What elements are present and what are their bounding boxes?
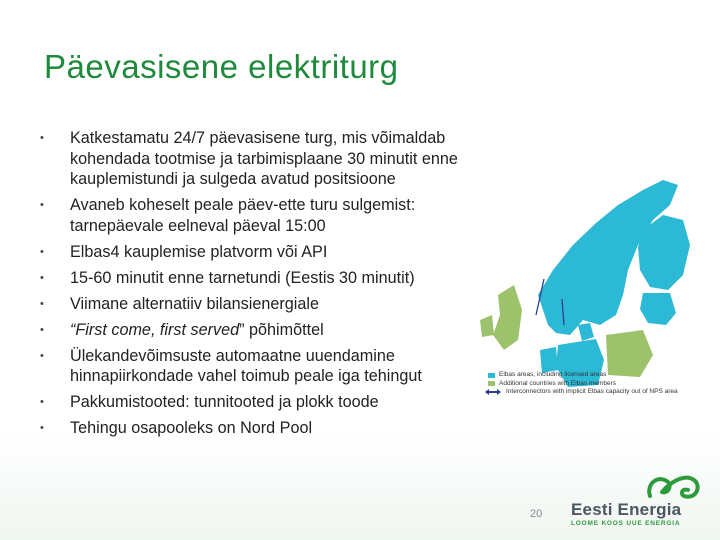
bullet-item: • 15-60 minutit enne tarnetundi (Eestis 30 minutit) — [40, 268, 480, 289]
bullet-item: • Viimane alternatiiv bilansienergiale — [40, 294, 480, 315]
bullet-list — [40, 128, 480, 444]
bullet-item: • Ülekandevõimsuste automaatne uuendamine hinnapiirkondade vahel toimub peale iga tehingut — [40, 346, 480, 387]
logo-swoosh-icon — [649, 478, 697, 497]
legend-item: Elbas areas, including licensed areas — [488, 371, 708, 380]
legend-swatch — [488, 373, 495, 378]
bullet-item: • Katkestamatu 24/7 päevasisene turg, mis võimaldab kohendada tootmise ja tarbimisplaane 30 minutit enne kauplemistundi ja sulgeda avatud positsioone — [40, 128, 480, 190]
legend-item: Interconnectors with implicit Elbas capacity out of NPS area — [488, 388, 708, 397]
bullet-item: • Avaneb koheselt peale päev-ette turu sulgemist: tarnepäevale eelneval päeval 15:00 — [40, 195, 480, 236]
uk-shape — [493, 285, 522, 350]
bullet-item: • “First come, first served” põhimõttel — [40, 320, 480, 341]
poland-shape — [606, 330, 653, 377]
baltic-region-shape — [640, 293, 676, 325]
logo-tagline: LOOME KOOS UUE ENERGIA — [571, 520, 681, 527]
logo-name: Eesti Energia — [571, 500, 682, 519]
legend-swatch — [488, 381, 495, 386]
map-legend — [488, 371, 708, 397]
denmark-shape — [578, 323, 594, 341]
bullet-item: • Pakkumistooted: tunnitooted ja plokk toode — [40, 392, 480, 413]
page-number: 20 — [530, 508, 543, 520]
bullet-item: • Tehingu osapooleks on Nord Pool — [40, 418, 480, 439]
ireland-shape — [480, 315, 494, 337]
slide-title: Päevasisene elektriturg — [44, 48, 399, 85]
legend-item: Additional countries with Elbas members — [488, 380, 708, 389]
bullet-item: • Elbas4 kauplemise platvorm või API — [40, 242, 480, 263]
double-arrow-icon — [488, 391, 498, 393]
benelux-shape — [540, 347, 558, 373]
